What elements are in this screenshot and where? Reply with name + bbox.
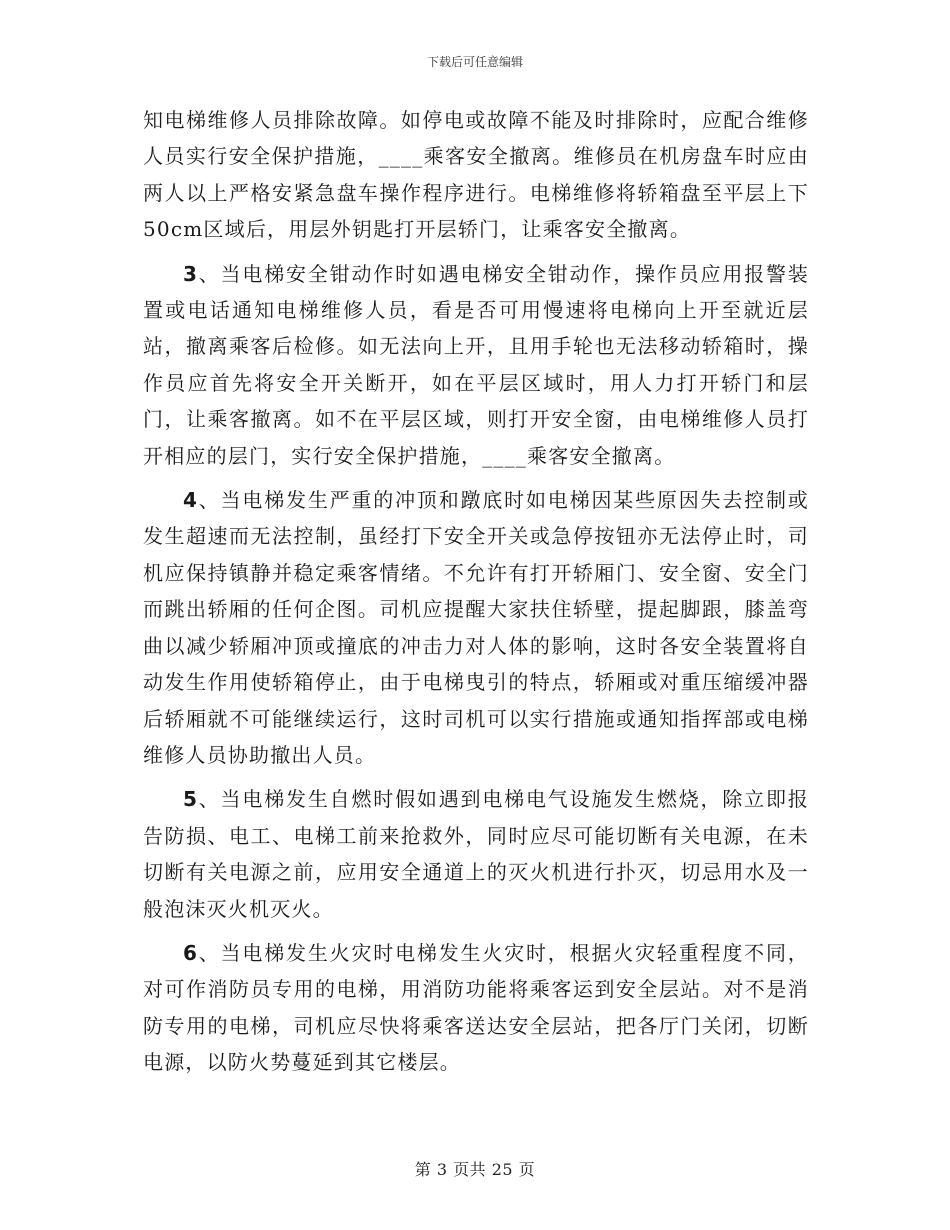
paragraph-item-3 bbox=[143, 256, 809, 474]
paragraph-number: 4 bbox=[183, 488, 199, 513]
page-number: 第 3 页共 25 页 bbox=[414, 1160, 536, 1179]
header-text: 下载后可任意编辑 bbox=[426, 55, 523, 69]
paragraph-number: 6 bbox=[183, 940, 199, 965]
paragraph-continuation bbox=[143, 102, 809, 248]
paragraph-item-5 bbox=[143, 781, 809, 927]
paragraph-text: 、当电梯发生火灾时电梯发生火灾时，根据火灾轻重程度不同，对可作消防员专用的电梯，用消防功能将乘客运到安全层站。对不是消防专用的电梯，司机应尽快将乘客送达安全层站，把各厅门关闭，切断电源，以防火势蔓延到其它楼层。 bbox=[143, 940, 809, 1075]
page-header bbox=[0, 53, 950, 70]
paragraph-text: 知电梯维修人员排除故障。如停电或故障不能及时排除时，应配合维修人员实行安全保护措施，____乘客安全撤离。维修员在机房盘车时应由两人以上严格安紧急盘车操作程序进行。电梯维修将轿箱盘至平层上下50cm区域后，用层外钥匙打开层轿门，让乘客安全撤离。 bbox=[143, 108, 809, 242]
paragraph-number: 5 bbox=[183, 787, 199, 812]
paragraph-number: 3 bbox=[183, 261, 199, 286]
paragraph-item-4 bbox=[143, 482, 809, 773]
paragraph-text: 、当电梯发生严重的冲顶和蹾底时如电梯因某些原因失去控制或发生超速而无法控制，虽经打下安全开关或急停按钮亦无法停止时，司机应保持镇静并稳定乘客情绪。不允许有打开轿厢门、安全窗、安全门而跳出轿厢的任何企图。司机应提醒大家扶住轿壁，提起脚跟，膝盖弯曲以减少轿厢冲顶或撞底的冲击力对人体的影响，这时各安全装置将自动发生作用使轿箱停止，由于电梯曳引的特点，轿厢或对重压缩缓冲器后轿厢就不可能继续运行，这时司机可以实行措施或通知指挥部或电梯维修人员协助撤出人员。 bbox=[143, 488, 809, 767]
document-body bbox=[143, 102, 809, 1089]
paragraph-text: 、当电梯发生自燃时假如遇到电梯电气设施发生燃烧，除立即报告防损、电工、电梯工前来抢救外，同时应尽可能切断有关电源，在未切断有关电源之前，应用安全通道上的灭火机进行扑灭，切忌用水及一般泡沫灭火机灭火。 bbox=[143, 787, 809, 921]
paragraph-text: 、当电梯安全钳动作时如遇电梯安全钳动作，操作员应用报警装置或电话通知电梯维修人员，看是否可用慢速将电梯向上开至就近层站，撤离乘客后检修。如无法向上开，且用手轮也无法移动轿箱时，操作员应首先将安全开关断开，如在平层区域时，用人力打开轿门和层门，让乘客撤离。如不在平层区域，则打开安全窗，由电梯维修人员打开相应的层门，实行安全保护措施，____乘客安全撤离。 bbox=[143, 261, 809, 468]
paragraph-item-6 bbox=[143, 935, 809, 1081]
page-footer bbox=[0, 1157, 950, 1180]
